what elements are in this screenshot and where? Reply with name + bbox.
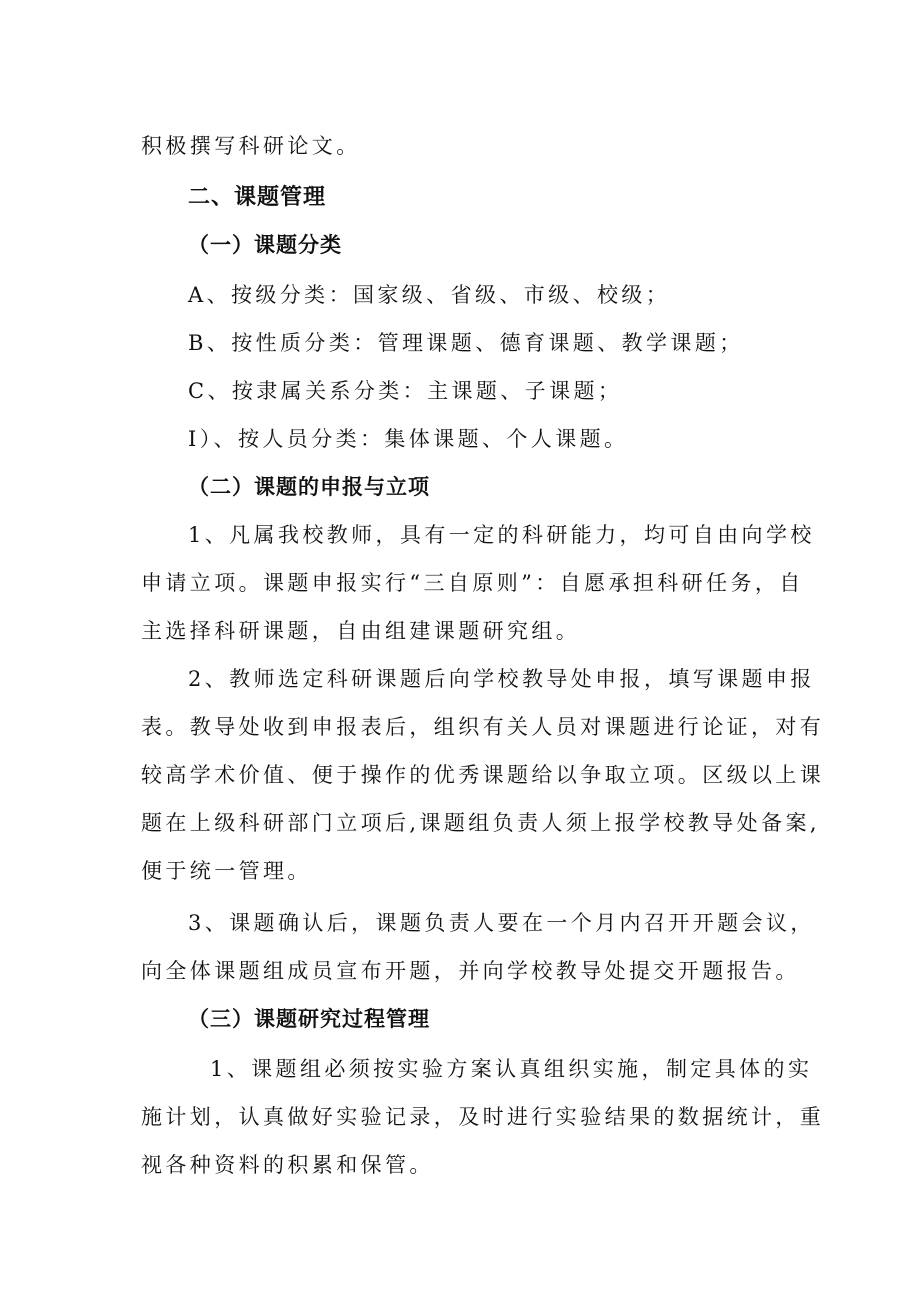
section-heading: 二、课题管理: [188, 184, 327, 210]
classification-item: A、按级分类：国家级、省级、市级、校级；: [188, 283, 671, 307]
paragraph-line: 主选择科研课题，自由组建课题研究组。: [141, 619, 581, 643]
classification-item: B、按性质分类：管理课题、德育课题、教学课题；: [188, 331, 744, 355]
paragraph-line: 较高学术价值、便于操作的优秀课题给以争取立项。区级以上课: [141, 763, 825, 787]
classification-item: I）、按人员分类：集体课题、个人课题。: [188, 427, 629, 451]
subsection-heading-application: （二）课题的申报与立项: [188, 474, 430, 499]
intro-tail-line: 积极撰写科研论文。: [141, 134, 361, 158]
paragraph-line: 视各种资料的积累和保管。: [141, 1153, 434, 1177]
paragraph-line: 施计划，认真做好实验记录，及时进行实验结果的数据统计，重: [141, 1105, 825, 1129]
paragraph-line: 1、凡属我校教师，具有一定的科研能力，均可自由向学校: [188, 523, 815, 547]
paragraph-line: 便于统一管理。: [141, 859, 312, 883]
paragraph-line: 题在上级科研部门立项后,课题组负责人须上报学校教导处备案,: [141, 811, 820, 835]
paragraph-line: 3、课题确认后，课题负责人要在一个月内召开开题会议，: [188, 911, 815, 935]
classification-item: C、按隶属关系分类：主课题、子课题；: [188, 379, 623, 403]
paragraph-line: 1、课题组必须按实验方案认真组织实施，制定具体的实: [210, 1057, 813, 1081]
paragraph-line: 表。教导处收到申报表后，组织有关人员对课题进行论证，对有: [141, 715, 825, 739]
paragraph-line: 申请立项。课题申报实行“三自原则”：自愿承担科研任务，自: [141, 571, 804, 595]
paragraph-line: 2、教师选定科研课题后向学校教导处申报，填写课题申报: [188, 667, 815, 691]
paragraph-line: 向全体课题组成员宣布开题，并向学校教导处提交开题报告。: [141, 959, 800, 983]
subsection-heading-classification: （一）课题分类: [188, 232, 342, 257]
subsection-heading-process: （三）课题研究过程管理: [188, 1006, 430, 1031]
